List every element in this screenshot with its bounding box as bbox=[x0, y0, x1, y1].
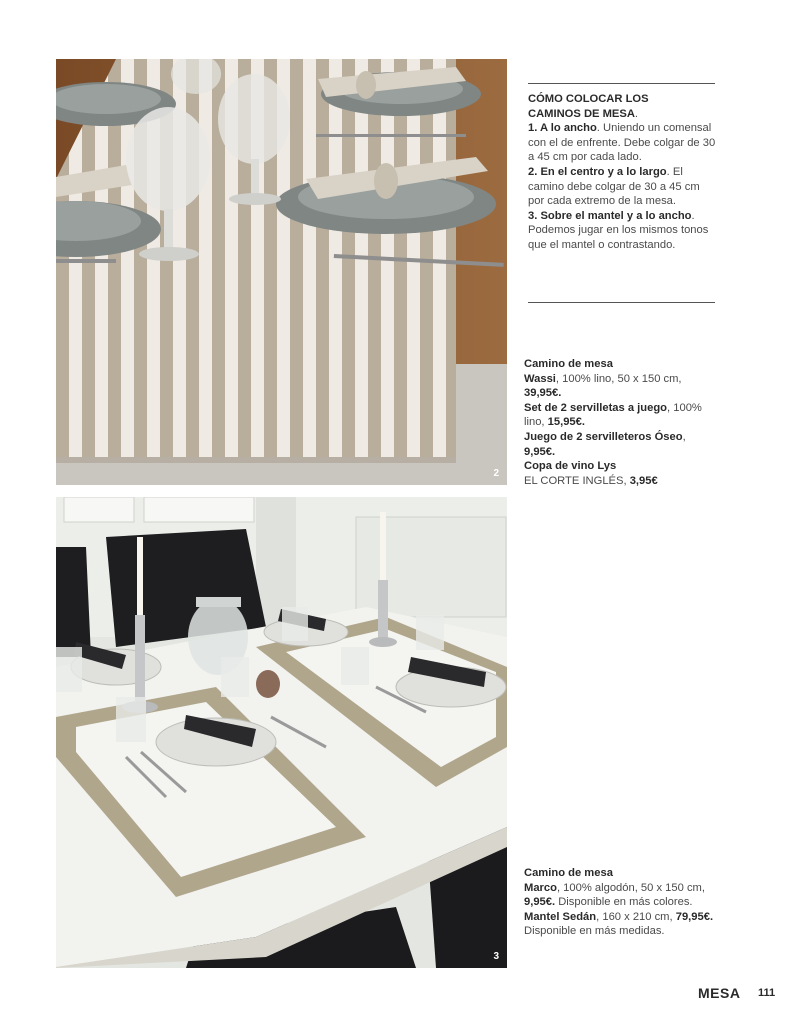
step3-head: 3. Sobre el mantel y a lo ancho bbox=[528, 209, 692, 222]
step1-text: . Uniendo un comensal con el de enfrente. Debe colgar de 30 a 45 cm por cada lado. bbox=[528, 122, 716, 164]
bottom-rule bbox=[528, 302, 715, 303]
photo-number: 2 bbox=[493, 468, 499, 479]
page-number: 111 bbox=[758, 987, 776, 999]
step3-text: . Podemos jugar en los mismos tonos que el mantel o contrastando. bbox=[528, 209, 709, 251]
photo-dining-table-image bbox=[56, 497, 507, 968]
howto-box: CÓMO COLOCAR LOS CAMINOS DE MESA. 1. A lo ancho. Uniendo un comensal con el de enfrente. Debe colgar de 30 a 45 cm por cada lado. 2. En el centro y a lo largo. El camino debe colgar de 30 a 45 cm por cada extremo de la mesa. 3. Sobre el mantel y a lo ancho. Podemos jugar en los mismos tonos que el mantel o contrastando. bbox=[528, 93, 716, 251]
step2-head: 2. En el centro y a lo largo bbox=[528, 165, 667, 178]
step1-head: 1. A lo ancho bbox=[528, 122, 597, 135]
section-title: MESA bbox=[698, 985, 741, 1001]
photo-striped-runner bbox=[56, 59, 507, 485]
step2-text: . El camino debe colgar de 30 a 45 cm por cada extremo de la mesa. bbox=[528, 165, 700, 208]
top-rule bbox=[528, 83, 715, 84]
photo-number: 3 bbox=[493, 951, 499, 962]
product1-caption: Camino de mesa Wassi, 100% lino, 50 x 150 cm, 39,95€. Set de 2 servilletas a juego, 100% lino, 15,95€. Juego de 2 servilleteros Óseo, 9,95€. Copa de vino Lys EL CORTE INGLÉS, 3,95€ bbox=[524, 358, 702, 487]
photo-dining-table bbox=[56, 497, 507, 968]
product2-caption: Camino de mesa Marco, 100% algodón, 50 x 150 cm, 9,95€. Disponible en más colores. Mantel Sedán, 160 x 210 cm, 79,95€. Disponible en más medidas. bbox=[524, 867, 714, 938]
howto-title: CÓMO COLOCAR LOS CAMINOS DE MESA bbox=[528, 93, 649, 120]
photo-striped-runner-image bbox=[56, 59, 507, 485]
